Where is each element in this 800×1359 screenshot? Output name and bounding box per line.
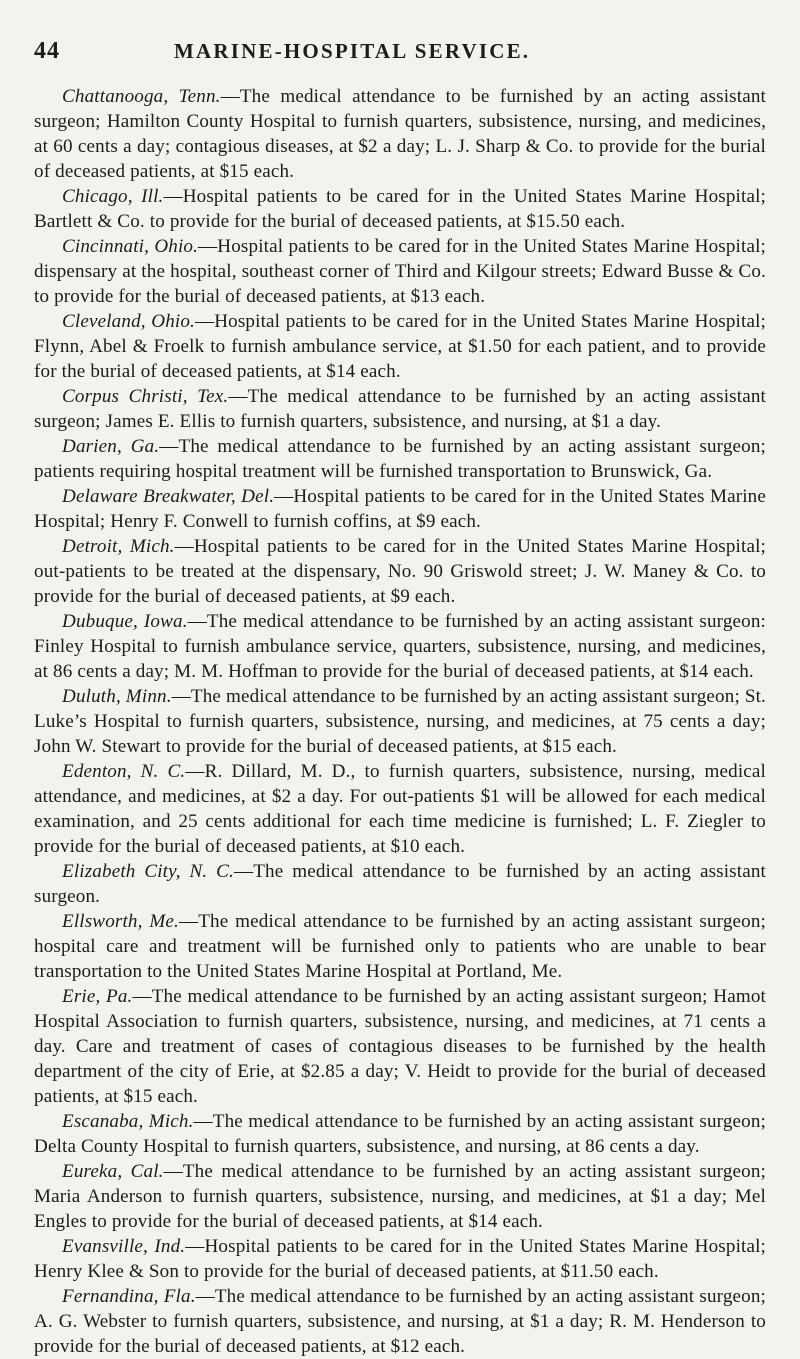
entry-text: —Hospital patients to be cared for in the United States Marine Hospital; Bartlett & Co. to provide for the burial of deceased patients, at $15.50 each. [34,186,766,232]
entry-place: Fernandina, Fla. [62,1286,196,1307]
entry-place: Cleveland, Ohio. [62,311,195,332]
entry-ellsworth [34,909,766,984]
entry-place: Duluth, Minn. [62,686,172,707]
page-number: 44 [34,38,60,64]
entry-text: —Hospital patients to be cared for in the United States Marine Hospital; Flynn, Abel & Froelk to furnish ambulance service, at $1.50 for each patient, and to provide for the burial of deceased patients, at $14 each. [34,311,766,382]
entry-place: Edenton, N. C. [62,761,186,782]
entry-cleveland [34,309,766,384]
entry-eureka [34,1159,766,1234]
entry-text: —The medical attendance to be furnished by an acting assistant surgeon; Hamilton County Hospital to furnish quarters, subsistence, nursing, and medicines, at 60 cents a day; contagious diseases, at $2 a day; L. J. Sharp & Co. to provide for the burial of deceased patients, at $15 each. [34,86,766,182]
entry-place: Cincinnati, Ohio. [62,236,199,257]
entry-place: Corpus Christi, Tex. [62,386,229,407]
entry-place: Erie, Pa. [62,986,133,1007]
entry-edenton [34,759,766,859]
entry-place: Eureka, Cal. [62,1161,164,1182]
entry-text: —The medical attendance to be furnished by an acting assistant surgeon. [34,861,766,907]
entry-dubuque [34,609,766,684]
entry-place: Chattanooga, Tenn. [62,86,221,107]
entry-detroit [34,534,766,609]
entry-evansville [34,1234,766,1284]
entry-place: Chicago, Ill. [62,186,164,207]
entry-text: —Hospital patients to be cared for in the United States Marine Hospital; Henry F. Conwell to furnish coffins, at $9 each. [34,486,766,532]
entry-text: —Hospital patients to be cared for in the United States Marine Hospital; dispensary at the hospital, southeast corner of Third and Kilgour streets; Edward Busse & Co. to provide for the burial of deceased patients, at $13 each. [34,236,766,307]
entry-text: —Hospital patients to be cared for in the United States Marine Hospital; Henry Klee & Son to provide for the burial of deceased patients, at $11.50 each. [34,1236,767,1282]
entry-elizabeth-city [34,859,766,909]
entry-text: —Hospital patients to be cared for in the United States Marine Hospital; out-patients to be treated at the dispensary, No. 90 Griswold street; J. W. Maney & Co. to provide for the burial of deceased patients, at $9 each. [34,536,766,607]
entry-chicago [34,184,766,234]
entry-place: Dubuque, Iowa. [62,611,188,632]
entry-erie [34,984,766,1109]
entry-duluth [34,684,766,759]
entry-place: Darien, Ga. [62,436,160,457]
entry-place: Evansville, Ind. [62,1236,186,1257]
entry-corpus-christi [34,384,766,434]
entry-darien [34,434,766,484]
entry-text: —R. Dillard, M. D., to furnish quarters, subsistence, nursing, medical attendance, and medicines, at $2 a day. For out-patients $1 will be allowed for each medical examination, and 25 cents additional for each time medicine is furnished; L. F. Ziegler to provide for the burial of deceased patients, at $10 each. [34,761,766,857]
entry-text: —The medical attendance to be furnished by an acting assistant surgeon; A. G. Webster to furnish quarters, subsistence, and nursing, at $1 a day; R. M. Henderson to provide for the burial of deceased patients, at $12 each. [34,1286,767,1357]
running-head: MARINE-HOSPITAL SERVICE. [174,39,531,63]
entry-text: —The medical attendance to be furnished by an acting assistant surgeon; hospital care and treatment will be furnished only to patients who are unable to bear transportation to the United States Marine Hospital at Portland, Me. [34,911,766,982]
entry-place: Detroit, Mich. [62,536,175,557]
entry-place: Elizabeth City, N. C. [62,861,234,882]
page-header [34,38,766,82]
entry-text: —The medical attendance to be furnished by an acting assistant surgeon; Maria Anderson to furnish quarters, subsistence, nursing, and medicines, at $1 a day; Mel Engles to provide for the burial of deceased patients, at $14 each. [34,1161,766,1232]
entry-place: Delaware Breakwater, Del. [62,486,275,507]
entry-escanaba [34,1109,766,1159]
entry-text: —The medical attendance to be furnished by an acting assistant surgeon: Finley Hospital to furnish ambulance service, quarters, subsistence, nursing, and medicines, at 86 cents a day; M. M. Hoffman to provide for the burial of deceased patients, at $14 each. [34,611,766,682]
entry-text: —The medical attendance to be furnished by an acting assistant surgeon; Delta County Hospital to furnish quarters, subsistence, and nursing, at 86 cents a day. [34,1111,766,1157]
entry-cincinnati [34,234,766,309]
entry-place: Ellsworth, Me. [62,911,179,932]
entry-fernandina [34,1284,766,1359]
entry-chattanooga [34,84,766,184]
document-body [34,84,766,1359]
entry-place: Escanaba, Mich. [62,1111,194,1132]
entry-delaware-breakwater [34,484,766,534]
entry-text: —The medical attendance to be furnished by an acting assistant surgeon; patients requiring hospital treatment will be furnished transportation to Brunswick, Ga. [34,436,766,482]
entry-text: —The medical attendance to be furnished by an acting assistant surgeon; St. Luke’s Hospital to furnish quarters, subsistence, nursing, and medicines, at 75 cents a day; John W. Stewart to provide for the burial of deceased patients, at $15 each. [34,686,766,757]
entry-text: —The medical attendance to be furnished by an acting assistant surgeon; Hamot Hospital Association to furnish quarters, subsistence, nursing, and medicines, at 71 cents a day. Care and treatment of cases of contagious diseases to be furnished by the health department of the city of Erie, at $2.85 a day; V. Heidt to provide for the burial of deceased patients, at $15 each. [34,986,766,1107]
entry-text: —The medical attendance to be furnished by an acting assistant surgeon; James E. Ellis to furnish quarters, subsistence, and nursing, at $1 a day. [34,386,766,432]
